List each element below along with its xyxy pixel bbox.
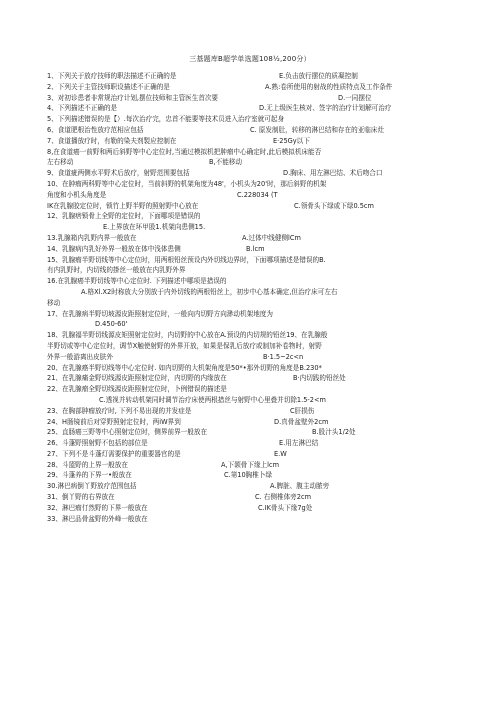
question-line — [47, 222, 457, 233]
question-line — [47, 373, 457, 384]
question-line — [47, 125, 457, 136]
question-text: 13.乳腺箱内乳野内界一般放在 — [47, 233, 137, 242]
question-text: 12、乳腺痞锁骨上全野的定位时，下面哪项是错误的 — [47, 212, 201, 221]
question-line — [47, 82, 457, 93]
answer-text: D.无上级医生核对、签字的治疗计划解可治疗 — [259, 104, 392, 113]
question-line — [47, 71, 457, 82]
question-line — [47, 514, 457, 525]
question-text: 1、下列关于放疗技师的职法描述不正确的是 — [47, 72, 177, 80]
question-text: D.450-60' — [95, 320, 128, 329]
answer-text: C肝损伤 — [290, 406, 315, 415]
answer-text: A.熟:卷所使用的射战的性质特点及工作条件 — [265, 82, 393, 91]
question-text: 5、下列描述错误的是【）.每次治疗完，忠首不能要等技术员进入治疗室就可起身 — [47, 115, 285, 124]
question-text: 10、在肿瘤两科野等中心定位时，当前斜野的机架角度为48'，小机头为20'时，那后斜野的机架 — [47, 179, 327, 188]
answer-text: D.真骨盆壁外2cm — [274, 417, 329, 426]
question-text: 9、食道疵两侧水平野术后放疗，射野范围要包括 — [47, 169, 190, 178]
question-text: 26、斗蓬野照射野不包括的部位是 — [47, 439, 148, 448]
question-text: A.格Xl.X2时称放大分别放于内外切线的两根铅丝上，初步中心基本确定,但治疗床可左右 — [81, 287, 338, 296]
question-text: 7、食道播放疗时，有勒的染夫剂製应控制在 — [47, 136, 177, 145]
question-text: C.透视并转动机架同时调节治疗床使两根措丝与射野中心里叠并切除1.5-2<m — [99, 395, 326, 404]
question-line — [47, 449, 457, 460]
question-line — [47, 341, 457, 352]
answer-text: E.W — [274, 449, 287, 458]
question-text: 17、在乳腺病半野切坡源皮距照射定位时，一般向内切野方向渺动机架地度为 — [47, 309, 273, 318]
question-text: 左右移动 — [47, 158, 74, 167]
answer-text: B.lcm — [246, 244, 265, 253]
question-line — [47, 190, 457, 201]
answer-text: B.股汁头1/2处 — [312, 428, 356, 437]
question-text: 2、下列关于主管技师职设描述不正确的是 — [47, 82, 170, 91]
question-line — [47, 352, 457, 363]
question-text: 15、乳腺瘤半野切线等中心定位时，用两根铅丝预设内外切线边界时，下面哪项描述是错误的B. — [47, 255, 326, 264]
question-line — [47, 147, 457, 158]
question-text: 30.淋巴病倒丫野放疗范围包括 — [47, 482, 137, 491]
question-line — [47, 363, 457, 374]
answer-text: A.脾脏、腹主动脓旁 — [270, 482, 330, 491]
question-line — [47, 255, 457, 266]
question-text: 18、乳腺福半野切线源皮矩照射定位时，内切野的中心放在A.预设的内切规的铅丝19、在乳腺般 — [47, 331, 328, 340]
question-line — [47, 211, 457, 222]
question-line — [47, 309, 457, 320]
question-text: 32、淋巴瘤仃然野的下界一般放在 — [47, 503, 148, 512]
answer-text: D.一同摆位 — [338, 93, 372, 102]
question-text: 25、直肠癌三野等中心照射定位时，侧界前界一般放在 — [47, 428, 208, 437]
question-text: 20、在乳腺癌半野切线等中心定位时. 如内切野的大机架角度是50*•那外切野的角度是B.230* — [47, 363, 322, 372]
question-line — [47, 136, 457, 147]
question-line — [47, 244, 457, 255]
answer-text: C.228034 (T — [237, 190, 278, 199]
answer-text: A,下颌骨下缘上lcm — [221, 460, 280, 469]
question-line — [47, 287, 457, 298]
question-text: 14、乳腺病内乳好外界一般放在体中浅体患侧 — [47, 244, 181, 253]
question-text: 半野切或等中心定位时，调节X触使射野的外界开放，如果是保乳后放疗或制加补卷物时，射野 — [47, 341, 322, 350]
question-line — [47, 481, 457, 492]
question-line — [47, 395, 457, 406]
question-text: 33、淋巴品骨盆野的外峰一般放在 — [47, 514, 148, 523]
question-text: 22、在乳腺瘤全野切线源皮距照射定位时，卜例错误的描述是 — [47, 385, 227, 394]
answer-text: B·内切践的铅丝处 — [293, 374, 346, 383]
question-text: 6、食道肥根治性放疗范相应包括 — [47, 125, 144, 134]
question-line — [47, 298, 457, 309]
question-line — [47, 157, 457, 168]
question-text: 有内乳野时，内切线的掛丝一般放在内乳野外界 — [47, 266, 186, 275]
answer-text: C. 原发制肚，转移的淋巴结和存在的亚临床灶 — [250, 125, 385, 134]
question-line — [47, 93, 457, 104]
question-line — [47, 330, 457, 341]
question-line — [47, 319, 457, 330]
answer-text: B·1.5~2c<n — [263, 352, 304, 361]
answer-text: C. 右侧椎体旁2cm — [255, 493, 312, 502]
question-line — [47, 384, 457, 395]
question-text: 23、在胸部肿瘤放疗时, 下列不易出现的并发症是 — [47, 406, 192, 415]
answer-text: B,不能移动 — [209, 158, 242, 167]
question-line — [47, 265, 457, 276]
question-text: 31、倒丫野的右界放在 — [47, 493, 115, 502]
answer-text: E.用左淋巴结 — [279, 439, 319, 448]
answer-text: C.领骨头下绿或下绿0.5cm — [294, 201, 374, 210]
question-line — [47, 276, 457, 287]
question-line — [47, 460, 457, 471]
question-text: 8,在食道癌一前野和两后斜野等中心定位时,当通过模拟机把肿瘤中心确定时,此后模拟机床能否 — [47, 147, 322, 156]
question-line — [47, 470, 457, 481]
question-text: 27、下列不是斗蓬灯需要保护的重要器官的是 — [47, 449, 181, 458]
question-text: IK在乳腺胶定位时，锁竹上野半野的照射野中心放在 — [47, 201, 199, 210]
question-line — [47, 201, 457, 212]
question-text: 28、斗篮野的上界一般放在 — [47, 460, 128, 469]
question-line — [47, 406, 457, 417]
question-line — [47, 438, 457, 449]
answer-text: E.负击放行摆位的质凝控制 — [279, 72, 358, 80]
question-text: 角度和小机头角度是 — [47, 190, 107, 199]
question-line — [47, 503, 457, 514]
question-line — [47, 427, 457, 438]
question-text: 4、下列描述不正确的是 — [47, 104, 118, 113]
answer-text: C.IK骨头下缘7g处 — [258, 503, 313, 512]
question-text: 16.在乳腺癌半野切线等中心定位时. 下列描述中哪项是措误的 — [47, 277, 227, 286]
question-text: E.上界放在环甲股1.机架向患侧15. — [103, 223, 206, 232]
question-text: 24、H肠镜前后对穿野照射定位时，两iW界到 — [47, 417, 181, 426]
question-line — [47, 103, 457, 114]
question-text: 29、斗蓬养的下界一•般放在 — [47, 471, 132, 480]
question-text: 移动 — [47, 298, 61, 307]
answer-text: C.第10胸椎卜绿 — [224, 471, 273, 480]
answer-text: E·25Gy以下 — [273, 136, 310, 145]
answer-text: A.过体中线健侧lCm — [242, 233, 301, 242]
question-line — [47, 492, 457, 503]
answer-text: D.胸床、用左淋巴结、术后吻合口 — [283, 169, 383, 178]
question-line — [47, 168, 457, 179]
question-text: 3、对初诊患者非常规治疗计划,摆位技师和主管医生首次要 — [47, 93, 219, 102]
question-list — [47, 71, 457, 524]
question-line — [47, 114, 457, 125]
question-line — [47, 233, 457, 244]
page-title: 三基题库B超学单选题108½,200分） — [189, 55, 311, 63]
question-text: 外界一般游离出皮肤外 — [47, 352, 113, 361]
question-line — [47, 179, 457, 190]
question-text: 21、在乳腺痛金野切线源皮距照射定位时，内切野的内缘放在 — [47, 374, 227, 383]
question-line — [47, 417, 457, 428]
